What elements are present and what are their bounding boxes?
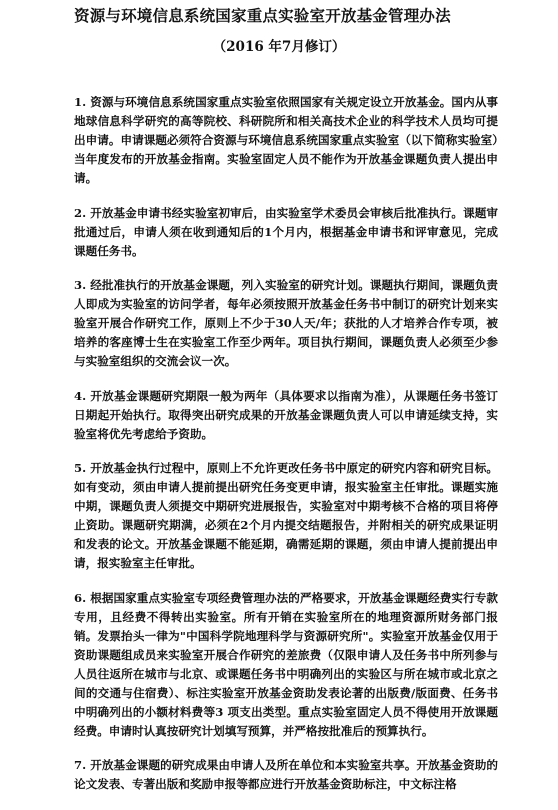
article-3: 3. 经批准执行的开放基金课题，列入实验室的研究计划。课题执行期间，课题负责人即成为实验室的访问学者，每年必须按照开放基金任务书中制订的研究计划来实验室开展合作研究工作，原则上不少于30人天/年；获批的人才培养合作专项，被培养的客座博士生在实验室工作至少两年。项目执行期间，课题负责人必须至少参与实验室组织的交流会议一次。 [74, 278, 498, 368]
article-5: 5. 开放基金执行过程中，原则上不允许更改任务书中原定的研究内容和研究目标。如有变动，须由申请人提前提出研究任务变更申请，报实验室主任审批。课题实施中期，课题负责人须提交中期研究进展报告，实验室对中期考核不合格的项目将停止资助。课题研究期满，必须在2个月内提交结题报告，并附相关的研究成果证明和发表的论文。开放基金课题不能延期，确需延期的课题，须由申请人提前提出申请，报实验室主任审批。 [74, 461, 498, 570]
article-1: 1. 资源与环境信息系统国家重点实验室依照国家有关规定设立开放基金。国内从事地球信息科学研究的高等院校、科研院所和相关高技术企业的科学技术人员均可提出申请。申请课题必须符合资源与环境信息系统国家重点实验室（以下简称实验室）当年度发布的开放基金指南。实验室固定人员不能作为开放基金课题负责人提出申请。 [74, 95, 498, 185]
article-list [74, 93, 498, 810]
article-6: 6. 根据国家重点实验室专项经费管理办法的严格要求，开放基金课题经费实行专款专用，且经费不得转出实验室。所有开销在实验室所在的地理资源所财务部门报销。发票抬头一律为"中国科学院地理科学与资源研究所"。实验室开放基金仅用于资助课题组成员来实验室开展合作研究的差旅费（仅限申请人及任务书中所列参与人员往返所在城市与北京、或课题任务书中明确列出的实验区与所在城市或北京之间的交通与住宿费）、标注实验室开放基金资助发表论著的出版费/版面费、任务书中明确列出的小额材料费等3 项支出类型。重点实验室固定人员不得使用开放课题经费。申请时认真按研究计划填写预算，并严格按批准后的预算执行。 [74, 590, 498, 738]
article-2: 2. 开放基金申请书经实验室初审后，由实验室学术委员会审核后批准执行。课题审批通过后，申请人须在收到通知后的1个月内，根据基金申请书和评审意见，完成课题任务书。 [74, 205, 498, 258]
document-title: 资源与环境信息系统国家重点实验室开放基金管理办法 [74, 6, 451, 25]
article-7: 7. 开放基金课题的研究成果由申请人及所在单位和本实验室共享。开放基金资助的论文发表、专著出版和奖励申报等都应进行开放基金资助标注，中文标注格 [74, 758, 498, 791]
revision-date: （2016 年7月修订） [212, 39, 346, 55]
article-4: 4. 开放基金课题研究期限一般为两年（具体要求以指南为准），从课题任务书签订日期起开始执行。取得突出研究成果的开放基金课题负责人可以申请延续支持，实验室将优先考虑给予资助。 [74, 388, 498, 441]
